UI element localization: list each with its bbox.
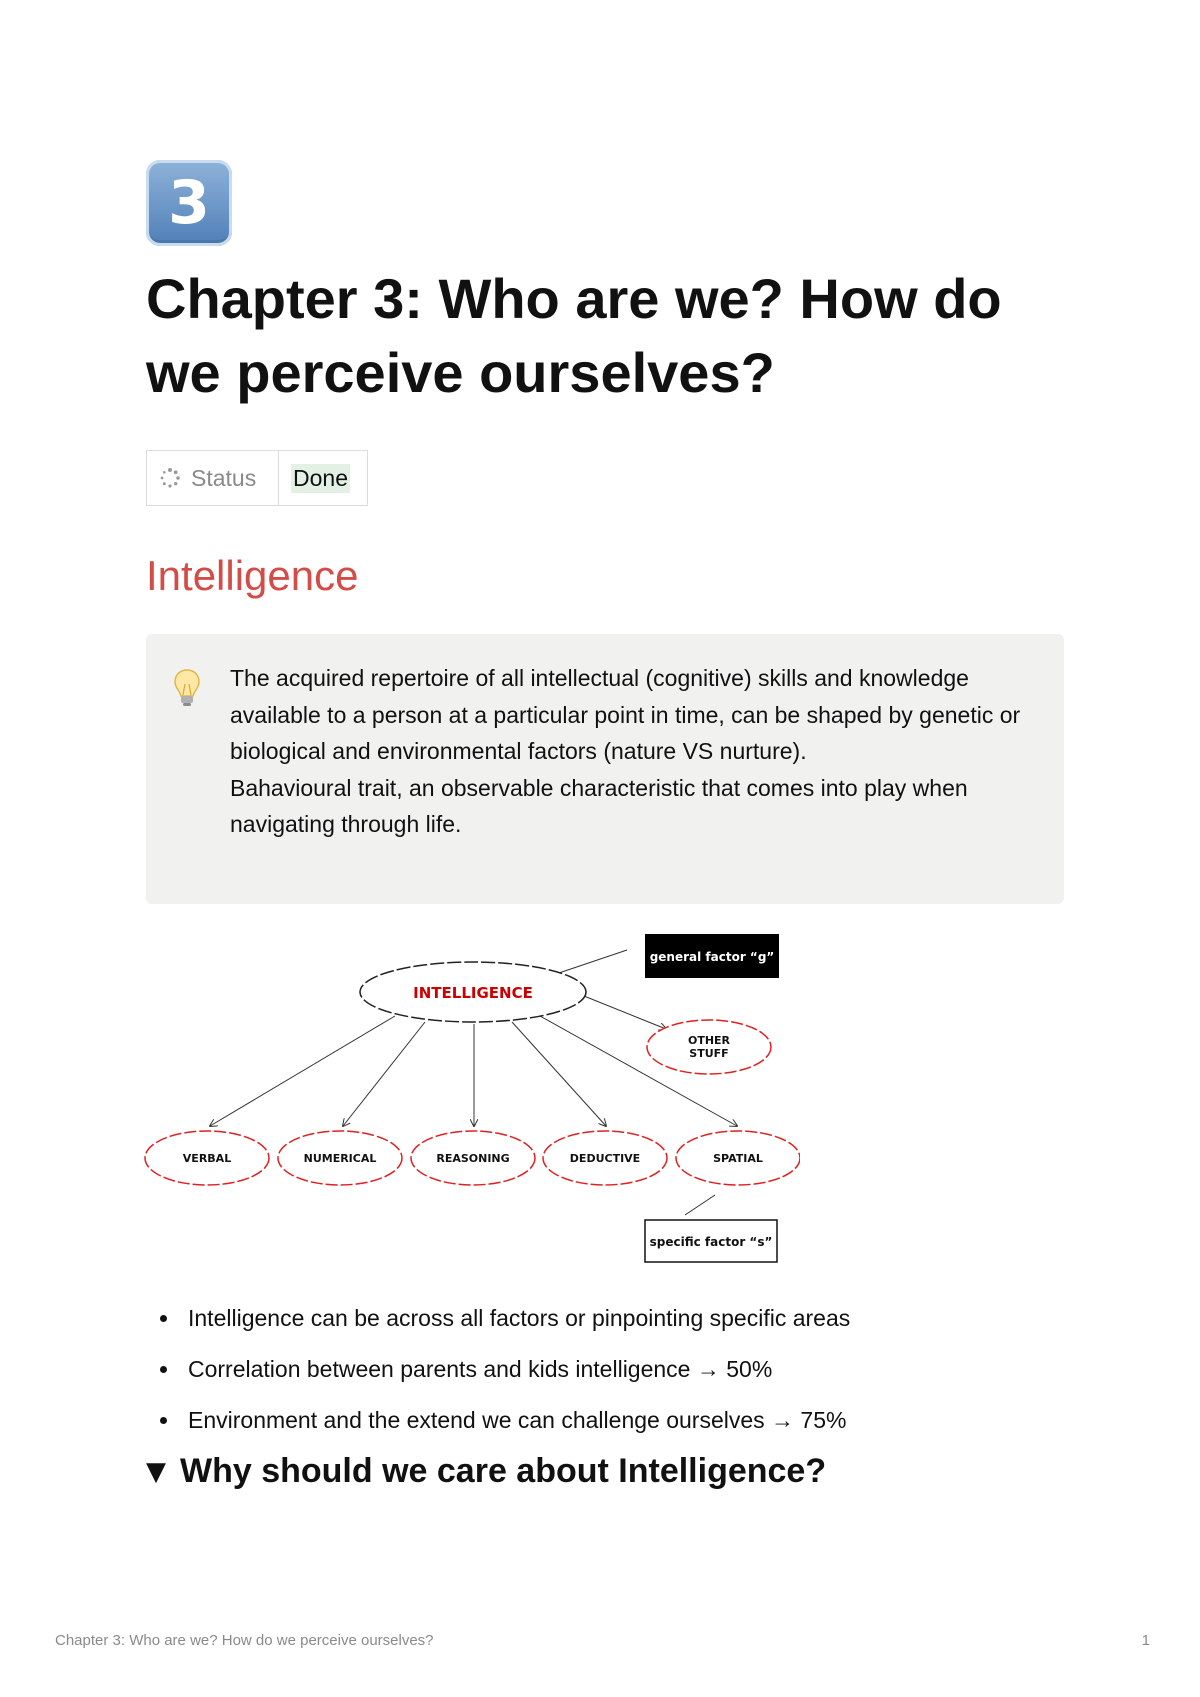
- intelligence-diagram: [140, 930, 800, 1270]
- lightbulb-icon: [172, 668, 202, 708]
- intelligence-node-label: INTELLIGENCE: [413, 984, 533, 1002]
- list-item: Intelligence can be across all factors or pinpointing specific areas: [146, 1300, 1106, 1351]
- callout-paragraph-trait: Bahavioural trait, an observable characteristic that comes into play when navigating through life.: [230, 774, 968, 837]
- page-icon-label: 3: [168, 168, 210, 238]
- footer-page-number: 1: [1141, 1632, 1150, 1649]
- definition-callout: [146, 634, 1064, 904]
- page-emoji-icon: [146, 160, 232, 246]
- general-factor-label: general factor “g”: [649, 950, 775, 964]
- factor-label-verbal: VERBAL: [182, 1152, 232, 1165]
- page-title: Chapter 3: Who are we? How do we perceive ourselves?: [146, 267, 1002, 404]
- toggle-why-care[interactable]: [146, 1452, 826, 1491]
- triangle-down-icon[interactable]: ▼: [146, 1456, 166, 1487]
- factor-label-deductive: DEDUCTIVE: [569, 1152, 641, 1165]
- status-loader-icon: [159, 467, 181, 489]
- intelligence-bullet-list: [146, 1300, 1106, 1453]
- callout-paragraph-definition: The acquired repertoire of all intellectual (cognitive) skills and knowledge available to a person at a particular point in time, can be shaped by genetic or biological and environmental factors (nature VS nurture).: [230, 665, 1021, 764]
- toggle-label: Why should we care about Intelligence?: [180, 1452, 827, 1490]
- footer-title: Chapter 3: Who are we? How do we perceive ourselves?: [55, 1632, 434, 1649]
- connector-g-line: [550, 950, 627, 976]
- factor-label-reasoning: REASONING: [436, 1152, 510, 1165]
- factor-label-numerical: NUMERICAL: [303, 1152, 377, 1165]
- connector-s-line: [685, 1195, 715, 1215]
- status-value[interactable]: [279, 451, 367, 505]
- arrow-to-other: [584, 996, 666, 1029]
- other-stuff-label-line2: STUFF: [689, 1047, 729, 1060]
- arrow-to-verbal: [210, 1016, 395, 1126]
- factor-label-spatial: SPATIAL: [713, 1152, 763, 1165]
- list-item: Correlation between parents and kids intelligence → 50%: [146, 1351, 1106, 1402]
- status-badge: Done: [293, 464, 348, 491]
- property-status-label: Status: [191, 464, 257, 491]
- property-table: [146, 450, 368, 506]
- arrow-to-deductive: [512, 1022, 606, 1126]
- other-stuff-label-line1: OTHER: [687, 1034, 731, 1047]
- section-heading-intelligence: Intelligence: [146, 552, 359, 599]
- arrow-to-numerical: [343, 1022, 425, 1126]
- specific-factor-label: specific factor “s”: [649, 1235, 773, 1249]
- list-item: Environment and the extend we can challenge ourselves → 75%: [146, 1402, 1106, 1453]
- property-status[interactable]: [147, 451, 279, 505]
